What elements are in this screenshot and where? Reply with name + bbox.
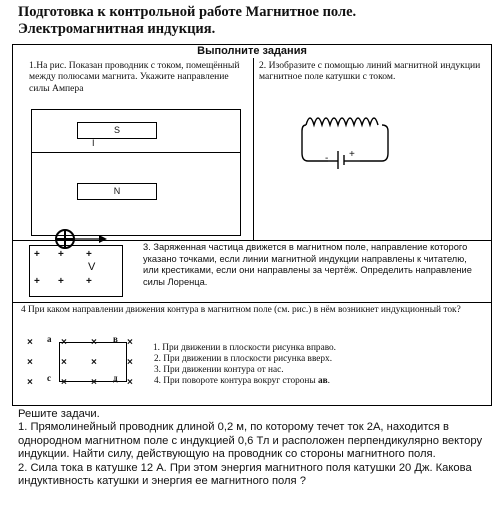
solve-header: Решите задачи. [18, 408, 100, 420]
task4-option-4: 4. При повороте контура вокруг стороны ав. [154, 376, 330, 386]
title-line-1: Подготовка к контрольной работе Магнитное поле. [18, 4, 357, 20]
task1-text: 1.На рис. Показан проводник с током, помещённый между полюсами магнита. Укажите направление силы Ампера [29, 60, 240, 94]
task4-option-4-side: ав [317, 376, 328, 386]
field-plus-3: + [86, 249, 92, 260]
field-plus-6: + [86, 276, 92, 287]
divider-vertical [253, 58, 254, 240]
problem-1: 1. Прямолинейный проводник длиной 0,2 м, по которому течет ток 2А, находится в однородном магнитном поле с индукцией 0,6 Тл и расположен перпендикулярно вектору индукции. Найти силу, действующую на проводник со стороны магнитного поля. [18, 421, 483, 461]
corner-label-v: в [113, 334, 118, 344]
field-cross: × [127, 357, 133, 368]
current-label: I [92, 138, 95, 148]
field-plus-2: + [58, 249, 64, 260]
velocity-label: V [88, 261, 96, 273]
magnet-pole-bottom: N [77, 183, 157, 200]
solve-section [18, 408, 496, 488]
field-cross: × [91, 337, 97, 348]
field-cross: × [27, 377, 33, 388]
field-cross: × [61, 377, 67, 388]
field-plus-4: + [34, 276, 40, 287]
corner-label-d: д [113, 373, 118, 383]
field-cross: × [61, 337, 67, 348]
page-title [18, 4, 356, 38]
task3-text: 3. Заряженная частица движется в магнитном поле, направление которого указано точками, если линии магнитной индукции направлены к читателю, или крестиками, если они направлены за чертёж. Определить направление силы Лоренца. [143, 242, 472, 287]
field-cross: × [27, 357, 33, 368]
field-cross: × [91, 357, 97, 368]
task4-option-2: 2. При движении в плоскости рисунка вверх. [154, 354, 333, 364]
corner-label-a: а [47, 334, 52, 344]
task4-option-3: 3. При движении контура от нас. [154, 365, 284, 375]
corner-label-s: с [47, 373, 51, 383]
task4-text: 4 При каком направлении движения контура в магнитном поле (см. рис.) в нём возникнет индукционный ток? [21, 305, 461, 315]
task4-figure [27, 335, 145, 395]
conductor-line [32, 152, 240, 153]
problem-2: 2. Сила тока в катушке 12 А. При этом энергия магнитного поля катушки 20 Дж. Какова индуктивность катушки и энергия ее магнитного поля ? [18, 461, 472, 488]
coil-minus-sign: - [325, 153, 329, 164]
field-cross: × [27, 337, 33, 348]
assignment-frame [12, 44, 492, 406]
divider-row-2 [13, 302, 491, 303]
field-plus-5: + [58, 276, 64, 287]
field-cross: × [127, 377, 133, 388]
field-cross: × [127, 337, 133, 348]
field-cross: × [61, 357, 67, 368]
task2-text: 2. Изобразите с помощью линий магнитной индукции магнитное поле катушки с током. [259, 60, 481, 83]
charged-particle-icon [51, 225, 111, 265]
task4-option-4-text: 4. При повороте контура вокруг стороны [154, 376, 318, 386]
magnet-pole-top: S [77, 122, 157, 139]
field-plus-1: + [34, 249, 40, 260]
task1-figure [31, 109, 241, 236]
task4-option-1: 1. При движении в плоскости рисунка вправо. [153, 343, 336, 353]
coil-plus-sign: + [349, 149, 355, 160]
title-line-2: Электромагнитная индукция. [18, 21, 216, 37]
coil-figure [298, 105, 394, 180]
field-cross: × [91, 377, 97, 388]
frame-header: Выполните задания [197, 45, 307, 57]
